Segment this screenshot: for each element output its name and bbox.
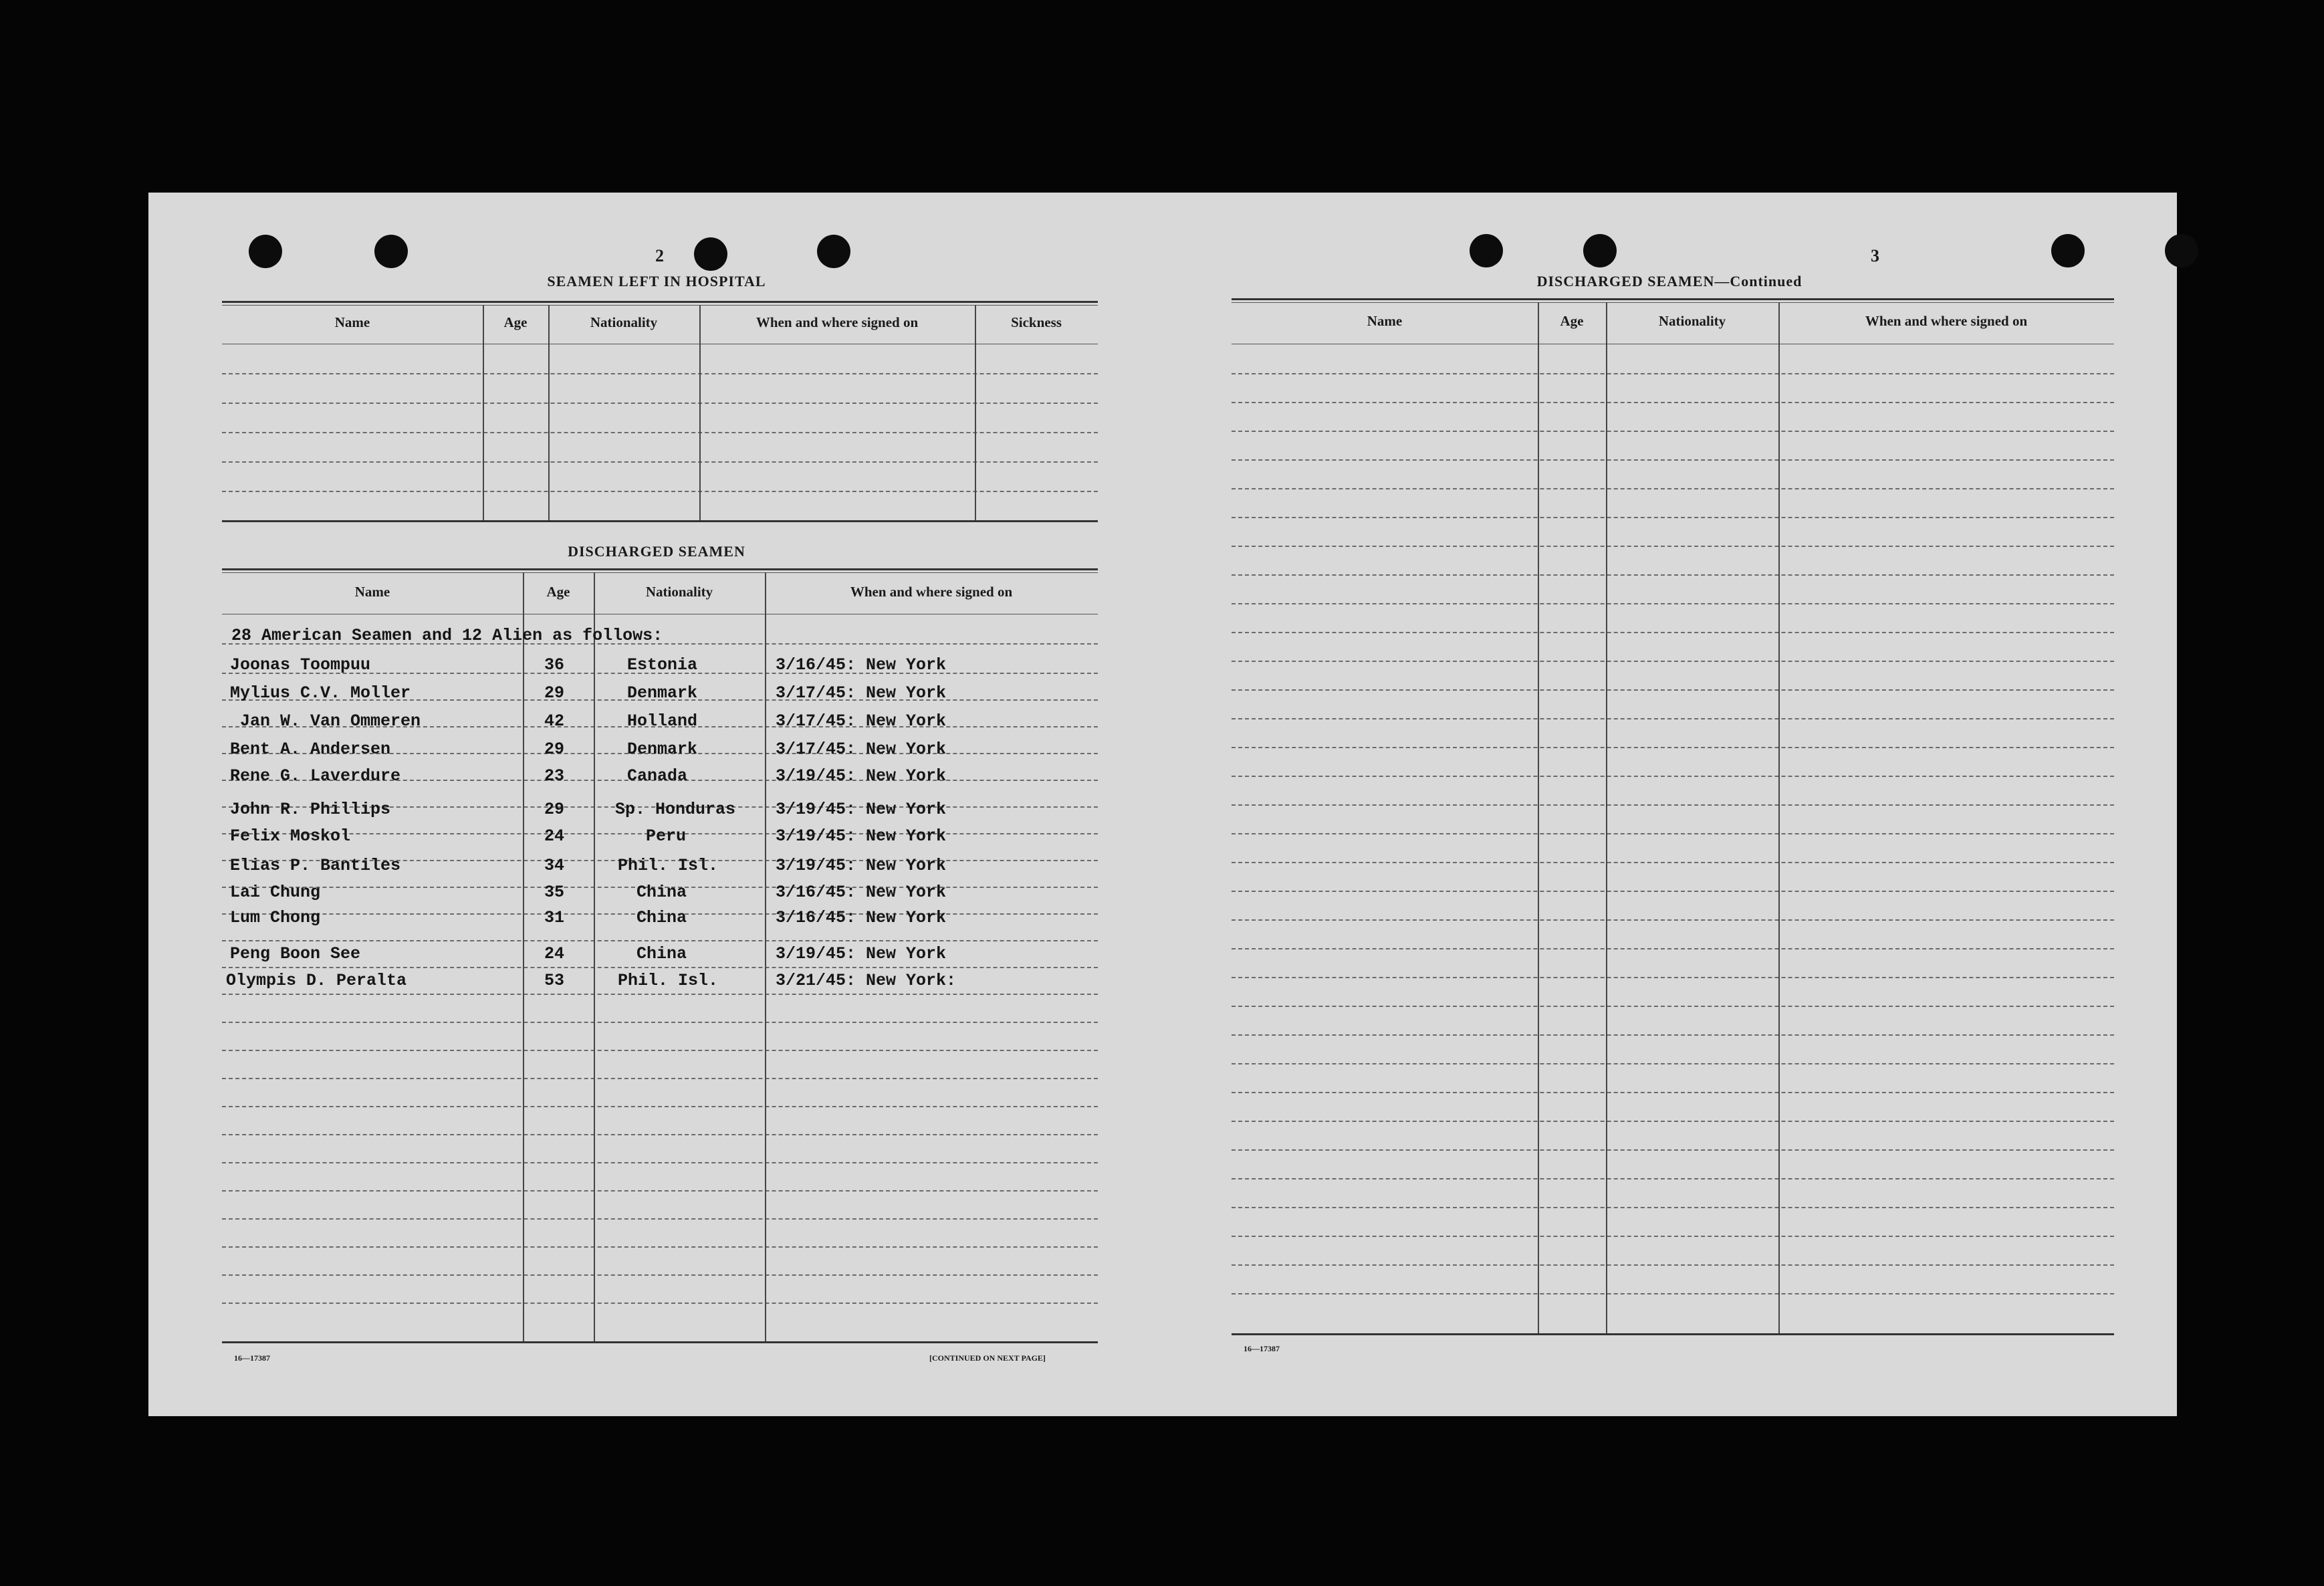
column-header: Age xyxy=(503,314,528,330)
seaman-signed-on: 3/17/45: New York xyxy=(776,683,947,703)
seaman-signed-on: 3/17/45: New York xyxy=(776,711,947,731)
seaman-name: Elias P. Bantiles xyxy=(230,856,401,875)
seaman-nationality: Holland xyxy=(627,711,698,731)
column-header: Age xyxy=(546,584,570,600)
binder-hole-icon xyxy=(374,235,408,268)
summary-line: 28 American Seamen and 12 Alien as follows: xyxy=(231,626,663,645)
seaman-age: 34 xyxy=(544,856,565,875)
seaman-age: 24 xyxy=(544,826,565,846)
seaman-name: Joonas Toompuu xyxy=(230,655,371,675)
seaman-name: Olympis D. Peralta xyxy=(226,971,407,990)
seaman-name: Felix Moskol xyxy=(230,826,351,846)
seaman-name: Rene G. Laverdure xyxy=(230,766,401,786)
column-header: Sickness xyxy=(1011,314,1062,330)
seaman-signed-on: 3/19/45: New York xyxy=(776,800,947,819)
seaman-age: 31 xyxy=(544,908,565,927)
binder-hole-icon xyxy=(817,235,850,268)
seaman-age: 24 xyxy=(544,944,565,964)
seaman-age: 29 xyxy=(544,683,565,703)
document-sheet xyxy=(148,193,2177,1416)
seaman-age: 35 xyxy=(544,883,565,902)
page-number: 3 xyxy=(1871,246,1879,265)
column-header: Nationality xyxy=(590,314,658,330)
seaman-signed-on: 3/17/45: New York xyxy=(776,740,947,759)
column-header: Name xyxy=(354,584,390,600)
seaman-nationality: China xyxy=(636,883,687,902)
seaman-name: Lai Chung xyxy=(230,883,321,902)
seaman-age: 29 xyxy=(544,740,565,759)
discharged-continued-title: DISCHARGED SEAMEN—Continued xyxy=(1536,273,1803,290)
column-header: Age xyxy=(1560,313,1584,329)
binder-hole-icon xyxy=(2051,234,2085,267)
seaman-signed-on: 3/19/45: New York xyxy=(776,766,947,786)
right-page xyxy=(1171,193,2177,1416)
seaman-age: 29 xyxy=(544,800,565,819)
form-number: 16—17387 xyxy=(234,1353,270,1363)
seaman-nationality: Denmark xyxy=(627,683,698,703)
seaman-nationality: Canada xyxy=(627,766,688,786)
column-header: Nationality xyxy=(1658,313,1726,329)
binder-hole-icon xyxy=(2165,234,2198,267)
column-header: When and where signed on xyxy=(756,314,919,330)
form-number: 16—17387 xyxy=(1244,1344,1280,1353)
seaman-name: Lum Chong xyxy=(230,908,321,927)
seaman-signed-on: 3/16/45: New York xyxy=(776,883,947,902)
seaman-signed-on: 3/16/45: New York xyxy=(776,908,947,927)
seaman-nationality: China xyxy=(636,944,687,964)
seaman-name: Mylius C.V. Moller xyxy=(230,683,411,703)
seaman-signed-on: 3/16/45: New York xyxy=(776,655,947,675)
seaman-nationality: Peru xyxy=(646,826,687,846)
binder-hole-icon xyxy=(1583,234,1617,267)
seaman-nationality: Sp. Honduras xyxy=(615,800,736,819)
seaman-signed-on: 3/21/45: New York: xyxy=(776,971,957,990)
seaman-signed-on: 3/19/45: New York xyxy=(776,826,947,846)
discharged-section-title: DISCHARGED SEAMEN xyxy=(568,543,745,560)
hospital-section-title: SEAMEN LEFT IN HOSPITAL xyxy=(547,273,766,290)
column-header: Name xyxy=(334,314,370,330)
binder-hole-icon xyxy=(694,237,727,271)
column-header: When and where signed on xyxy=(1865,313,2028,329)
seaman-nationality: Denmark xyxy=(627,740,698,759)
seaman-nationality: Phil. Isl. xyxy=(618,971,719,990)
column-header: Name xyxy=(1367,313,1403,329)
binder-hole-icon xyxy=(1470,234,1503,267)
column-header: When and where signed on xyxy=(850,584,1013,600)
seaman-nationality: Estonia xyxy=(627,655,698,675)
seaman-name: John R. Phillips xyxy=(230,800,391,819)
seaman-age: 36 xyxy=(544,655,565,675)
page-number: 2 xyxy=(655,246,664,265)
left-page xyxy=(148,193,1171,1416)
seaman-signed-on: 3/19/45: New York xyxy=(776,856,947,875)
seaman-signed-on: 3/19/45: New York xyxy=(776,944,947,964)
binder-hole-icon xyxy=(249,235,282,268)
column-header: Nationality xyxy=(645,584,713,600)
seaman-age: 53 xyxy=(544,971,565,990)
seaman-age: 42 xyxy=(544,711,565,731)
seaman-age: 23 xyxy=(544,766,565,786)
seaman-name: Bent A. Andersen xyxy=(230,740,391,759)
seaman-nationality: China xyxy=(636,908,687,927)
seaman-nationality: Phil. Isl. xyxy=(618,856,719,875)
seaman-name: Jan W. Van Ommeren xyxy=(230,711,421,731)
continued-note: [CONTINUED ON NEXT PAGE] xyxy=(929,1353,1046,1363)
seaman-name: Peng Boon See xyxy=(230,944,361,964)
